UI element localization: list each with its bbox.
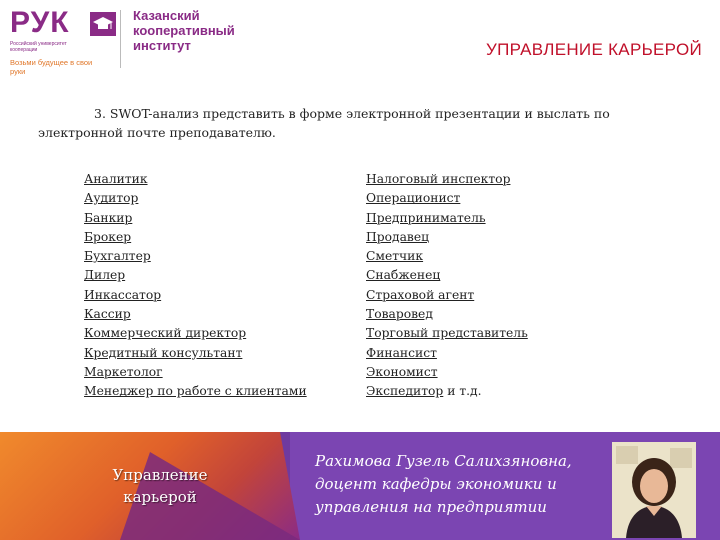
list-item[interactable] (84, 170, 307, 189)
profession-link[interactable]: Сметчик (366, 249, 424, 264)
list-item[interactable] (366, 363, 528, 382)
profession-link[interactable]: Аналитик (84, 172, 148, 186)
list-item[interactable] (366, 170, 528, 189)
list-item[interactable] (366, 305, 528, 324)
etc-suffix: и т.д. (443, 384, 482, 399)
profession-link[interactable]: Снабженец (366, 268, 441, 283)
profession-link[interactable]: Дилер (84, 268, 126, 283)
list-item[interactable] (366, 266, 528, 285)
profession-link[interactable]: Экономист (366, 364, 438, 379)
logo-abbr: РУК (10, 6, 70, 39)
list-item[interactable] (84, 247, 307, 266)
profession-link[interactable]: Финансист (366, 345, 437, 360)
list-item[interactable] (84, 189, 307, 208)
profession-link[interactable]: Банкир (84, 210, 133, 225)
profession-link[interactable]: Маркетолог (84, 364, 163, 379)
profession-link[interactable]: Продавец (366, 229, 430, 244)
professions-list-left (84, 170, 307, 402)
list-item[interactable] (84, 324, 307, 343)
list-item[interactable] (366, 189, 528, 208)
profession-link[interactable]: Брокер (84, 229, 132, 244)
list-item[interactable] (366, 228, 528, 247)
footer-author: Рахимова Гузель Салихзяновна, доцент кафедры экономики и управления на предприятии (315, 452, 572, 516)
list-item[interactable] (84, 228, 307, 247)
profession-link[interactable]: Предприниматель (366, 210, 486, 225)
list-item[interactable] (84, 344, 307, 363)
profession-link[interactable]: Менеджер по работе с клиентами (84, 384, 307, 399)
list-item[interactable] (84, 363, 307, 382)
logo-slogan: Возьми будущее в свои руки (10, 58, 93, 76)
ruk-logo (10, 6, 110, 76)
list-item[interactable] (366, 247, 528, 266)
list-item[interactable] (366, 344, 528, 363)
footer-banner (0, 432, 720, 540)
list-item[interactable] (84, 209, 307, 228)
list-item[interactable] (84, 382, 307, 401)
profession-link[interactable]: Налоговый инспектор (366, 172, 511, 186)
profession-link[interactable]: Кассир (84, 307, 131, 322)
list-item[interactable] (366, 324, 528, 343)
profession-link[interactable]: Страховой агент (366, 287, 475, 302)
list-item[interactable] (84, 286, 307, 305)
logo-divider (120, 10, 121, 68)
author-portrait-icon (612, 442, 696, 538)
professions-list-right (366, 170, 528, 402)
profession-link[interactable]: Инкассатор (84, 287, 162, 302)
task-text-body: 3. SWOT-анализ представить в форме электронной презентации и выслать по электронной почте преподавателю. (38, 106, 610, 140)
author-photo (612, 442, 696, 538)
graduation-cap-icon (90, 12, 116, 36)
profession-link[interactable]: Товаровед (366, 307, 433, 322)
profession-link[interactable]: Экспедитор (366, 384, 444, 399)
profession-link[interactable]: Бухгалтер (84, 249, 151, 264)
list-item[interactable] (84, 305, 307, 324)
profession-link[interactable]: Аудитор (84, 191, 139, 206)
list-item[interactable] (366, 286, 528, 305)
task-text (38, 104, 688, 142)
list-item[interactable] (366, 382, 528, 401)
institute-name: Казанский кооперативный институт (133, 8, 235, 53)
profession-link[interactable]: Кредитный консультант (84, 345, 243, 360)
profession-link[interactable]: Коммерческий директор (84, 326, 247, 341)
list-item[interactable] (84, 266, 307, 285)
logo-subtitle: Российский университет кооперации (10, 41, 67, 53)
footer-course-title: Управление карьерой (112, 466, 208, 506)
profession-link[interactable]: Торговый представитель (366, 326, 528, 341)
list-item[interactable] (366, 209, 528, 228)
page-title: УПРАВЛЕНИЕ КАРЬЕРОЙ (486, 40, 702, 59)
profession-link[interactable]: Операционист (366, 191, 461, 206)
